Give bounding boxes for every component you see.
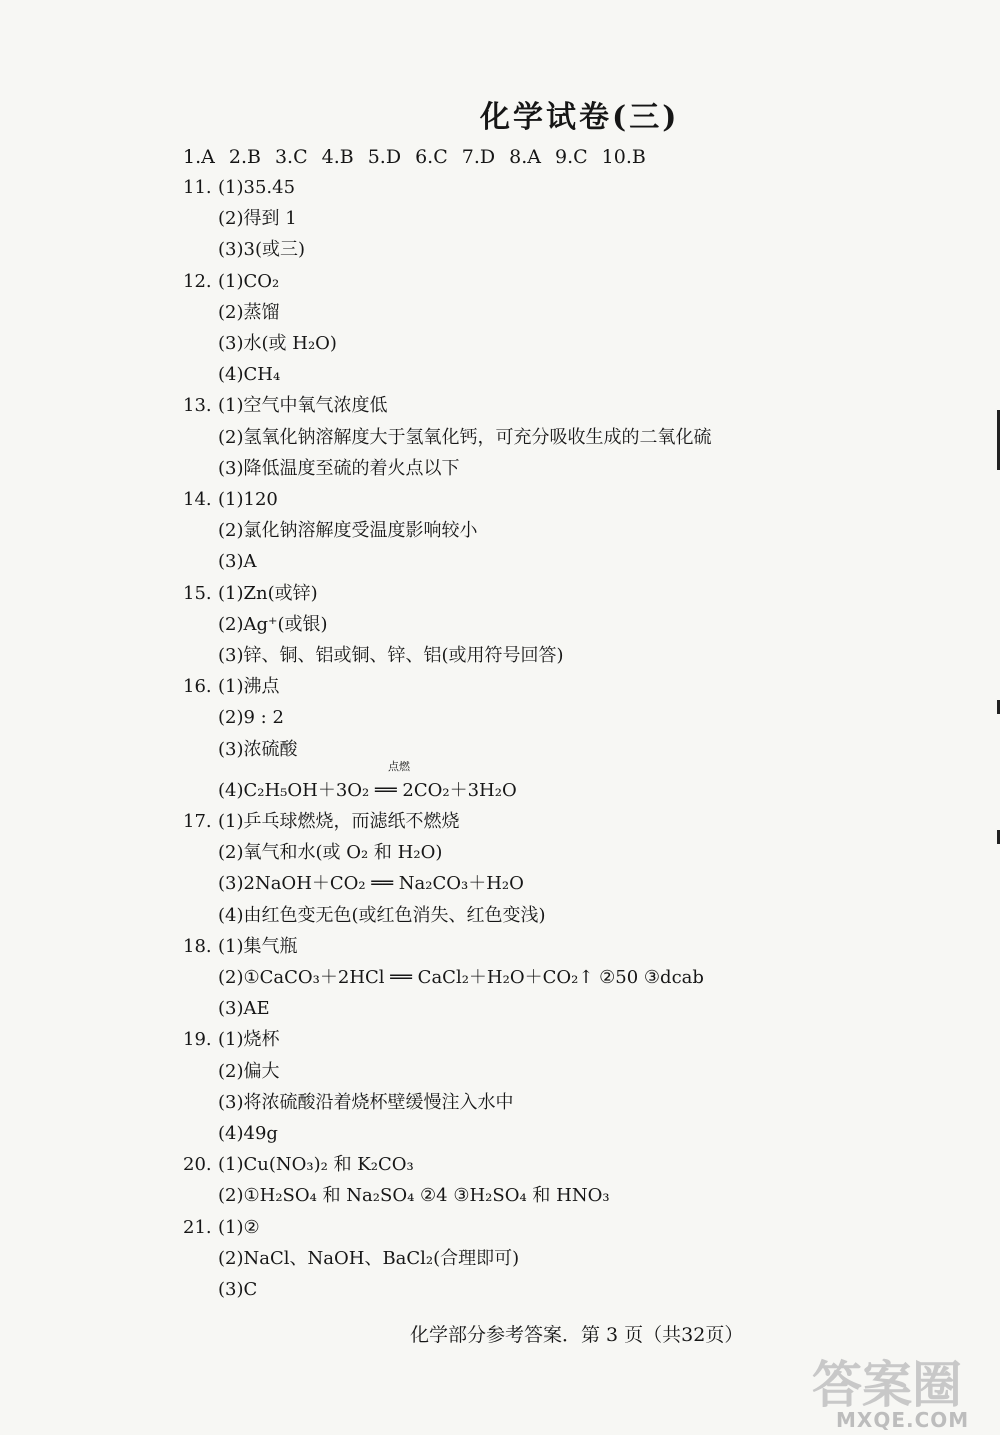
answer-line: (2)①CaCO₃＋2HCl ══ CaCl₂＋H₂O＋CO₂↑ ②50 ③dcab: [218, 967, 704, 988]
answer-line: (2)蒸馏: [218, 301, 280, 323]
answer-line: (2)9 : 2: [218, 707, 284, 729]
answer-line: (3)A: [218, 551, 257, 573]
answer-line: (2)氢氧化钠溶解度大于氢氧化钙，可充分吸收生成的二氧化硫: [218, 426, 712, 448]
question-number: 12.: [183, 270, 212, 292]
answer-line: (2)①H₂SO₄ 和 Na₂SO₄ ②4 ③H₂SO₄ 和 HNO₃: [218, 1185, 610, 1207]
mc-answer: 2.B: [228, 146, 261, 168]
answer-line: (2)Ag⁺(或银): [218, 613, 328, 635]
answer-line: (2)偏大: [218, 1060, 280, 1082]
answer-line: (1)Zn(或锌): [218, 582, 318, 604]
question-number: 21.: [183, 1216, 212, 1238]
question-number: 11.: [183, 177, 212, 198]
answer-line: (3)浓硫酸: [218, 738, 298, 760]
answer-line: (3)AE: [218, 998, 270, 1020]
answer-line: (3)水(或 H₂O): [218, 333, 337, 354]
mc-answer: 3.C: [274, 146, 308, 168]
answer-line: (2)氯化钠溶解度受温度影响较小: [218, 520, 478, 542]
answer-line: (4)由红色变无色(或红色消失、红色变浅): [218, 904, 546, 926]
question-number: 13.: [183, 395, 212, 417]
answer-line: (3)锌、铜、铝或铜、锌、铝(或用符号回答): [218, 645, 564, 666]
reaction-condition: 点燃: [388, 759, 410, 773]
mc-answer: 1.A: [183, 146, 215, 168]
answer-line: (3)降低温度至硫的着火点以下: [218, 457, 460, 479]
answer-line: (2)得到 1: [218, 208, 297, 230]
page-footer: 化学部分参考答案．第 3 页（共32页）: [410, 1324, 744, 1346]
mc-answer: 8.A: [509, 146, 541, 168]
answer-line: (4)CH₄: [218, 364, 281, 386]
svg-text:答案圈: 答案圈: [812, 1356, 962, 1414]
answer-line: (1)烧杯: [218, 1029, 280, 1051]
page-title: 化学试卷(三): [480, 100, 680, 135]
answer-line: (1)空气中氧气浓度低: [218, 395, 388, 417]
answer-line: (2)氧气和水(或 O₂ 和 H₂O): [218, 842, 443, 864]
answer-line: (4)49g: [218, 1123, 278, 1144]
question-number: 20.: [183, 1154, 212, 1176]
answer-line: (1)集气瓶: [218, 935, 298, 957]
question-number: 18.: [183, 935, 212, 957]
question-number: 14.: [183, 489, 212, 510]
question-number: 16.: [183, 676, 212, 698]
mc-answer: 5.D: [367, 146, 402, 168]
answer-line: (1)120: [218, 489, 278, 510]
answer-line: (3)将浓硫酸沿着烧杯壁缓慢注入水中: [218, 1091, 514, 1113]
answer-line: (1)②: [218, 1216, 260, 1238]
question-number: 17.: [183, 811, 212, 832]
mc-answer: 9.C: [555, 146, 588, 168]
mc-answer: 7.D: [461, 146, 496, 168]
answer-line: (2)NaCl、NaOH、BaCl₂(合理即可): [218, 1247, 520, 1269]
answer-line: (3)2NaOH＋CO₂ ══ Na₂CO₃＋H₂O: [218, 873, 524, 895]
answer-line: (1)35.45: [218, 177, 296, 198]
question-number: 19.: [183, 1029, 212, 1051]
answer-line: (1)乒乓球燃烧，而滤纸不燃烧: [218, 811, 460, 832]
mc-answer: 6.C: [415, 146, 448, 168]
answer-line: (4)C₂H₅OH＋3O₂ ══ 2CO₂＋3H₂O: [218, 779, 517, 801]
answer-line: (3)C: [218, 1279, 258, 1300]
answer-line: (1)沸点: [218, 676, 280, 698]
question-number: 15.: [183, 582, 212, 604]
answer-line: (3)3(或三): [218, 239, 305, 261]
answer-line: (1)CO₂: [218, 270, 280, 292]
mc-answer: 4.B: [321, 146, 354, 168]
mc-answer: 10.B: [601, 146, 646, 168]
answer-line: (1)Cu(NO₃)₂ 和 K₂CO₃: [218, 1154, 414, 1176]
watermark-site: MXQE.COM: [836, 1408, 970, 1432]
